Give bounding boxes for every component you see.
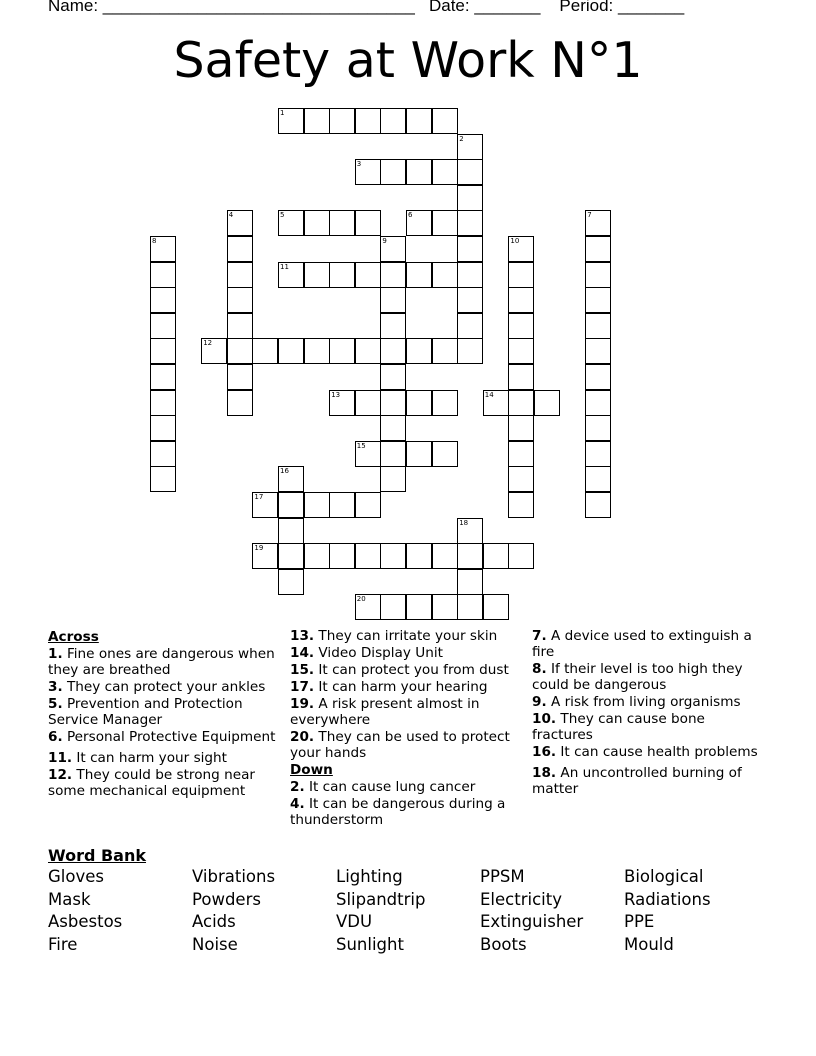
clue-number: 14 xyxy=(484,390,494,399)
crossword-cell[interactable] xyxy=(150,287,176,313)
crossword-cell[interactable] xyxy=(508,236,534,262)
crossword-cell[interactable] xyxy=(304,543,330,569)
clue-number: 15 xyxy=(356,441,366,450)
crossword-cell[interactable] xyxy=(585,364,611,390)
crossword-cell[interactable] xyxy=(150,236,176,262)
word-bank-item: Biological xyxy=(624,867,704,886)
crossword-cell[interactable] xyxy=(355,390,381,416)
crossword-cell[interactable] xyxy=(355,492,381,518)
crossword-cell[interactable] xyxy=(304,492,330,518)
crossword-cell[interactable] xyxy=(201,338,227,364)
down-clue: 9. A risk from living organisms xyxy=(532,694,741,710)
crossword-cell[interactable] xyxy=(278,518,304,544)
crossword-cell[interactable] xyxy=(355,594,381,620)
clue-number: 4 xyxy=(228,211,234,220)
word-bank-item: Sunlight xyxy=(336,934,404,954)
down-clue: 4. It can be dangerous during a thunderstorm xyxy=(290,796,506,828)
word-bank-item: Gloves xyxy=(48,867,104,886)
crossword-cell[interactable] xyxy=(278,108,304,134)
crossword-cell[interactable] xyxy=(432,159,458,185)
crossword-cell[interactable] xyxy=(508,262,534,288)
crossword-cell[interactable] xyxy=(585,466,611,492)
clue-number: 20 xyxy=(356,595,366,604)
clue-column-3 xyxy=(532,628,768,798)
crossword-cell[interactable] xyxy=(355,159,381,185)
crossword-cell[interactable] xyxy=(406,108,432,134)
crossword-cell[interactable] xyxy=(150,262,176,288)
crossword-cell[interactable] xyxy=(150,441,176,467)
crossword-cell[interactable] xyxy=(508,364,534,390)
crossword-cell[interactable] xyxy=(380,364,406,390)
crossword-cell[interactable] xyxy=(278,466,304,492)
crossword-cell[interactable] xyxy=(278,262,304,288)
crossword-cell[interactable] xyxy=(508,492,534,518)
crossword-cell[interactable] xyxy=(457,185,483,211)
crossword-cell[interactable] xyxy=(508,441,534,467)
down-heading: Down xyxy=(290,762,333,778)
crossword-cell[interactable] xyxy=(278,492,304,518)
crossword-cell[interactable] xyxy=(355,441,381,467)
clue-column-1 xyxy=(48,628,288,800)
crossword-cell[interactable] xyxy=(150,466,176,492)
clue-number: 8 xyxy=(152,237,157,245)
crossword-cell[interactable] xyxy=(227,364,253,390)
crossword-cell[interactable] xyxy=(150,390,176,416)
crossword-cell[interactable] xyxy=(534,390,560,416)
crossword-cell[interactable] xyxy=(508,415,534,441)
crossword-cell[interactable] xyxy=(329,210,355,236)
down-clue: 8. If their level is too high they could be dangerous xyxy=(532,661,743,693)
crossword-cell[interactable] xyxy=(432,210,458,236)
crossword-cell[interactable] xyxy=(457,134,483,160)
crossword-cell[interactable] xyxy=(406,262,432,288)
crossword-cell[interactable] xyxy=(304,338,330,364)
crossword-cell[interactable] xyxy=(585,262,611,288)
crossword-cell[interactable] xyxy=(355,262,381,288)
down-clue: 18. An uncontrolled burning of matter xyxy=(532,765,742,797)
crossword-cell[interactable] xyxy=(585,492,611,518)
crossword-cell[interactable] xyxy=(380,313,406,339)
crossword-cell[interactable] xyxy=(355,108,381,134)
crossword-cell[interactable] xyxy=(278,569,304,595)
crossword-cell[interactable] xyxy=(432,262,458,288)
word-bank xyxy=(48,867,768,957)
crossword-cell[interactable] xyxy=(508,543,534,569)
crossword-cell[interactable] xyxy=(380,543,406,569)
crossword-cell[interactable] xyxy=(380,594,406,620)
across-clue: 15. It can protect you from dust xyxy=(290,662,509,678)
down-clue: 10. They can cause bone fractures xyxy=(532,711,705,743)
clue-number: 17 xyxy=(254,493,264,501)
crossword-cell[interactable] xyxy=(278,543,304,569)
down-clue: 7. A device used to extinguish a fire xyxy=(532,628,752,660)
clue-number: 11 xyxy=(280,262,289,271)
crossword-cell[interactable] xyxy=(483,543,509,569)
word-bank-item: Mould xyxy=(624,934,674,954)
crossword-cell[interactable] xyxy=(508,287,534,313)
word-bank-item: Noise xyxy=(192,934,238,954)
crossword-cell[interactable] xyxy=(457,236,483,262)
word-bank-title: Word Bank xyxy=(48,846,147,865)
crossword-cell[interactable] xyxy=(457,287,483,313)
crossword-cell[interactable] xyxy=(227,313,253,339)
crossword-cell[interactable] xyxy=(406,159,432,185)
across-clue: 20. They can be used to protect your hands xyxy=(290,729,510,761)
crossword-cell[interactable] xyxy=(508,466,534,492)
crossword-cell[interactable] xyxy=(406,594,432,620)
crossword-cell[interactable] xyxy=(585,313,611,339)
crossword-cell[interactable] xyxy=(380,466,406,492)
across-clue: 12. They could be strong near some mechanical equipment xyxy=(48,767,255,799)
crossword-cell[interactable] xyxy=(355,338,381,364)
crossword-cell[interactable] xyxy=(227,210,253,236)
crossword-cell[interactable] xyxy=(150,364,176,390)
crossword-cell[interactable] xyxy=(380,441,406,467)
crossword-cell[interactable] xyxy=(355,210,381,236)
across-clue: 13. They can irritate your skin xyxy=(290,628,498,644)
word-bank-item: Powders xyxy=(192,889,261,909)
clue-column-2 xyxy=(290,628,526,829)
crossword-cell[interactable] xyxy=(380,390,406,416)
crossword-cell[interactable] xyxy=(457,262,483,288)
crossword-cell[interactable] xyxy=(304,108,330,134)
clue-number: 9 xyxy=(382,237,387,245)
crossword-cell[interactable] xyxy=(585,390,611,416)
crossword-cell[interactable] xyxy=(252,492,278,518)
word-bank-item: Acids xyxy=(192,912,236,932)
crossword-cell[interactable] xyxy=(406,543,432,569)
clue-number: 6 xyxy=(408,211,413,220)
crossword-cell[interactable] xyxy=(304,262,330,288)
word-bank-item: PPSM xyxy=(480,867,525,886)
crossword-cell[interactable] xyxy=(432,543,458,569)
crossword-cell[interactable] xyxy=(585,338,611,364)
clue-number: 7 xyxy=(587,211,592,220)
down-clue: 16. It can cause health problems xyxy=(532,744,758,760)
crossword-cell[interactable] xyxy=(252,338,278,364)
crossword-cell[interactable] xyxy=(432,108,458,134)
across-clue: 1. Fine ones are dangerous when they are breathed xyxy=(48,646,275,678)
crossword-cell[interactable] xyxy=(457,159,483,185)
crossword-cell[interactable] xyxy=(585,415,611,441)
crossword-cell[interactable] xyxy=(329,338,355,364)
crossword-cell[interactable] xyxy=(227,338,253,364)
clue-number: 3 xyxy=(356,160,362,169)
word-bank-item: Vibrations xyxy=(192,867,276,886)
crossword-cell[interactable] xyxy=(227,236,253,262)
word-bank-item: VDU xyxy=(336,912,373,932)
crossword-cell[interactable] xyxy=(406,390,432,416)
crossword-cell[interactable] xyxy=(329,108,355,134)
crossword-cell[interactable] xyxy=(380,415,406,441)
clue-number: 10 xyxy=(510,237,520,245)
across-clue: 19. A risk present almost in everywhere xyxy=(290,696,480,728)
crossword-cell[interactable] xyxy=(432,338,458,364)
crossword-cell[interactable] xyxy=(457,594,483,620)
clue-number: 1 xyxy=(280,109,285,117)
crossword-cell[interactable] xyxy=(585,210,611,236)
page-title: Safety at Work N°1 xyxy=(173,32,643,89)
crossword-cell[interactable] xyxy=(380,338,406,364)
clue-number: 18 xyxy=(459,518,469,527)
across-heading: Across xyxy=(48,629,99,645)
word-bank-item: Boots xyxy=(480,934,527,954)
word-bank-item: Slipandtrip xyxy=(336,889,426,909)
crossword-cell[interactable] xyxy=(329,543,355,569)
word-bank-item: Fire xyxy=(48,934,78,954)
crossword-cell[interactable] xyxy=(227,262,253,288)
crossword-cell[interactable] xyxy=(329,262,355,288)
crossword-cell[interactable] xyxy=(278,338,304,364)
crossword-cell[interactable] xyxy=(227,287,253,313)
word-bank-item: PPE xyxy=(624,912,655,932)
crossword-cell[interactable] xyxy=(508,338,534,364)
crossword-cell[interactable] xyxy=(406,441,432,467)
crossword-cell[interactable] xyxy=(483,390,509,416)
crossword-cell[interactable] xyxy=(380,159,406,185)
crossword-cell[interactable] xyxy=(252,543,278,569)
crossword-cell[interactable] xyxy=(150,313,176,339)
across-clue: 17. It can harm your hearing xyxy=(290,679,488,695)
clue-number: 12 xyxy=(203,339,213,348)
crossword-cell[interactable] xyxy=(380,262,406,288)
clue-number: 2 xyxy=(459,134,464,143)
name-date-period-line: Name: _________________________________ Date: _______ Period: _______ xyxy=(48,0,685,15)
crossword-cell[interactable] xyxy=(406,210,432,236)
word-bank-item: Lighting xyxy=(336,867,403,886)
crossword-cell[interactable] xyxy=(329,492,355,518)
down-clue: 2. It can cause lung cancer xyxy=(290,779,476,795)
crossword-cell[interactable] xyxy=(380,108,406,134)
across-clue: 11. It can harm your sight xyxy=(48,750,228,766)
crossword-cell[interactable] xyxy=(585,236,611,262)
crossword-cell[interactable] xyxy=(457,569,483,595)
word-bank-item: Extinguisher xyxy=(480,912,584,932)
crossword-cell[interactable] xyxy=(227,390,253,416)
crossword-cell[interactable] xyxy=(432,390,458,416)
clue-number: 19 xyxy=(254,544,264,553)
crossword-cell[interactable] xyxy=(150,415,176,441)
crossword-cell[interactable] xyxy=(380,287,406,313)
crossword-cell[interactable] xyxy=(585,287,611,313)
word-bank-item: Asbestos xyxy=(48,912,123,932)
clue-number: 16 xyxy=(280,467,289,476)
crossword-cell[interactable] xyxy=(457,313,483,339)
crossword-cell[interactable] xyxy=(406,338,432,364)
crossword-cell[interactable] xyxy=(508,313,534,339)
crossword-cell[interactable] xyxy=(304,210,330,236)
word-bank-item: Mask xyxy=(48,889,91,909)
crossword-cell[interactable] xyxy=(432,594,458,620)
crossword-cell[interactable] xyxy=(457,543,483,569)
clue-number: 5 xyxy=(280,211,285,220)
across-clue: 14. Video Display Unit xyxy=(290,645,443,661)
crossword-cell[interactable] xyxy=(278,210,304,236)
across-clue: 3. They can protect your ankles xyxy=(48,679,266,695)
crossword-cell[interactable] xyxy=(329,390,355,416)
across-clue: 6. Personal Protective Equipment xyxy=(48,729,276,745)
crossword-cell[interactable] xyxy=(432,441,458,467)
word-bank-item: Radiations xyxy=(624,889,711,909)
crossword-cell[interactable] xyxy=(508,390,534,416)
crossword-cell[interactable] xyxy=(150,338,176,364)
crossword-cell[interactable] xyxy=(483,594,509,620)
crossword-cell[interactable] xyxy=(457,210,483,236)
clue-number: 13 xyxy=(331,390,341,399)
across-clue: 5. Prevention and Protection Service Manager xyxy=(48,696,243,728)
crossword-cell[interactable] xyxy=(457,338,483,364)
word-bank-item: Electricity xyxy=(480,889,562,909)
crossword-cell[interactable] xyxy=(585,441,611,467)
crossword-cell[interactable] xyxy=(380,236,406,262)
crossword-cell[interactable] xyxy=(457,518,483,544)
crossword-cell[interactable] xyxy=(355,543,381,569)
